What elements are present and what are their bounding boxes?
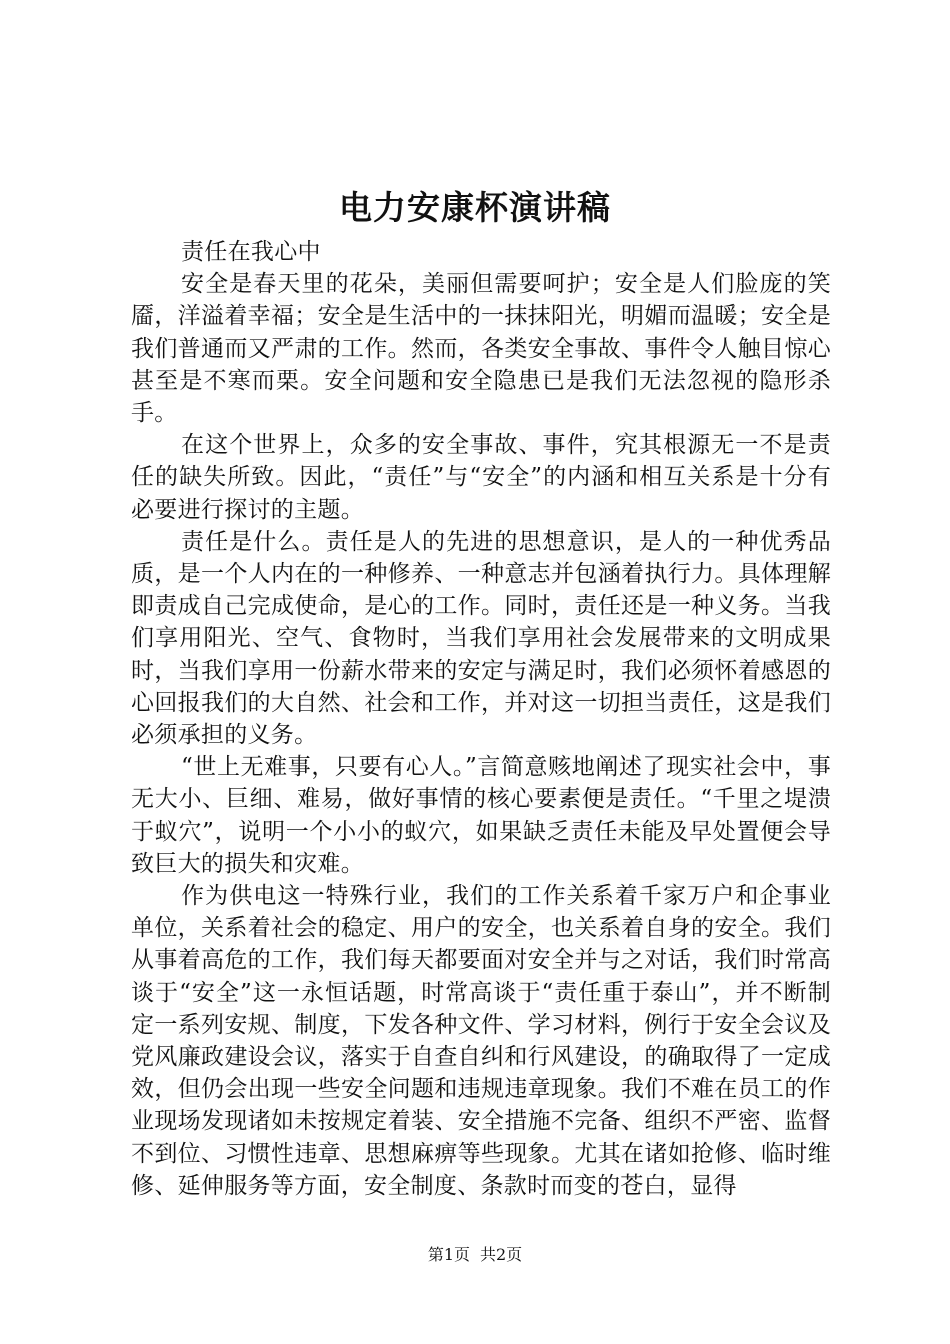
paragraph-1: 安全是春天里的花朵，美丽但需要呵护；安全是人们脸庞的笑靥，洋溢着幸福；安全是生活中的一抹抹阳光，明媚而温暖；安全是我们普通而又严肃的工作。然而，各类安全事故、事件令人触目惊心甚至是不寒而栗。安全问题和安全隐患已是我们无法忽视的隐形杀手。 — [131, 271, 831, 427]
subtitle: 责任在我心中 — [181, 239, 321, 265]
paragraph-2: 在这个世界上，众多的安全事故、事件，究其根源无一不是责任的缺失所致。因此，“责任”与“安全”的内涵和相互关系是十分有必要进行探讨的主题。 — [131, 432, 831, 523]
paragraph-5: 作为供电这一特殊行业，我们的工作关系着千家万户和企事业单位，关系着社会的稳定、用户的安全，也关系着自身的安全。我们从事着高危的工作，我们每天都要面对安全并与之对话，我们时常高谈于“安全”这一永恒话题，时常高谈于“责任重于泰山”，并不断制定一系列安规、制度，下发各种文件、学习材料，例行于安全会议及党风廉政建设会议，落实于自查自纠和行风建设，的确取得了一定成效，但仍会出现一些安全问题和违规违章现象。我们不难在员工的作业现场发现诸如未按规定着装、安全措施不完备、组织不严密、监督不到位、习惯性违章、思想麻痹等些现象。尤其在诸如抢修、临时维修、延伸服务等方面，安全制度、条款时而变的苍白，显得 — [131, 883, 831, 1199]
paragraph-4: “世上无难事，只要有心人。”言简意赅地阐述了现实社会中，事无大小、巨细、难易，做好事情的核心要素便是责任。“千里之堤溃于蚁穴”，说明一个小小的蚁穴，如果缺乏责任未能及早处置便会导致巨大的损失和灾难。 — [131, 754, 831, 877]
paragraph-3: 责任是什么。责任是人的先进的思想意识，是人的一种优秀品质，是一个人内在的一种修养、一种意志并包涵着执行力。具体理解即责成自己完成使命，是心的工作。同时，责任还是一种义务。当我们享用阳光、空气、食物时，当我们享用社会发展带来的文明成果时，当我们享用一份薪水带来的安定与满足时，我们必须怀着感恩的心回报我们的大自然、社会和工作，并对这一切担当责任，这是我们必须承担的义务。 — [131, 528, 831, 749]
document-title: 电力安康杯演讲稿 — [339, 188, 611, 227]
page-total: 共2页 — [480, 1245, 523, 1264]
page-footer — [0, 1244, 950, 1266]
page-number: 第1页 — [427, 1245, 470, 1264]
document-body — [131, 236, 831, 1202]
